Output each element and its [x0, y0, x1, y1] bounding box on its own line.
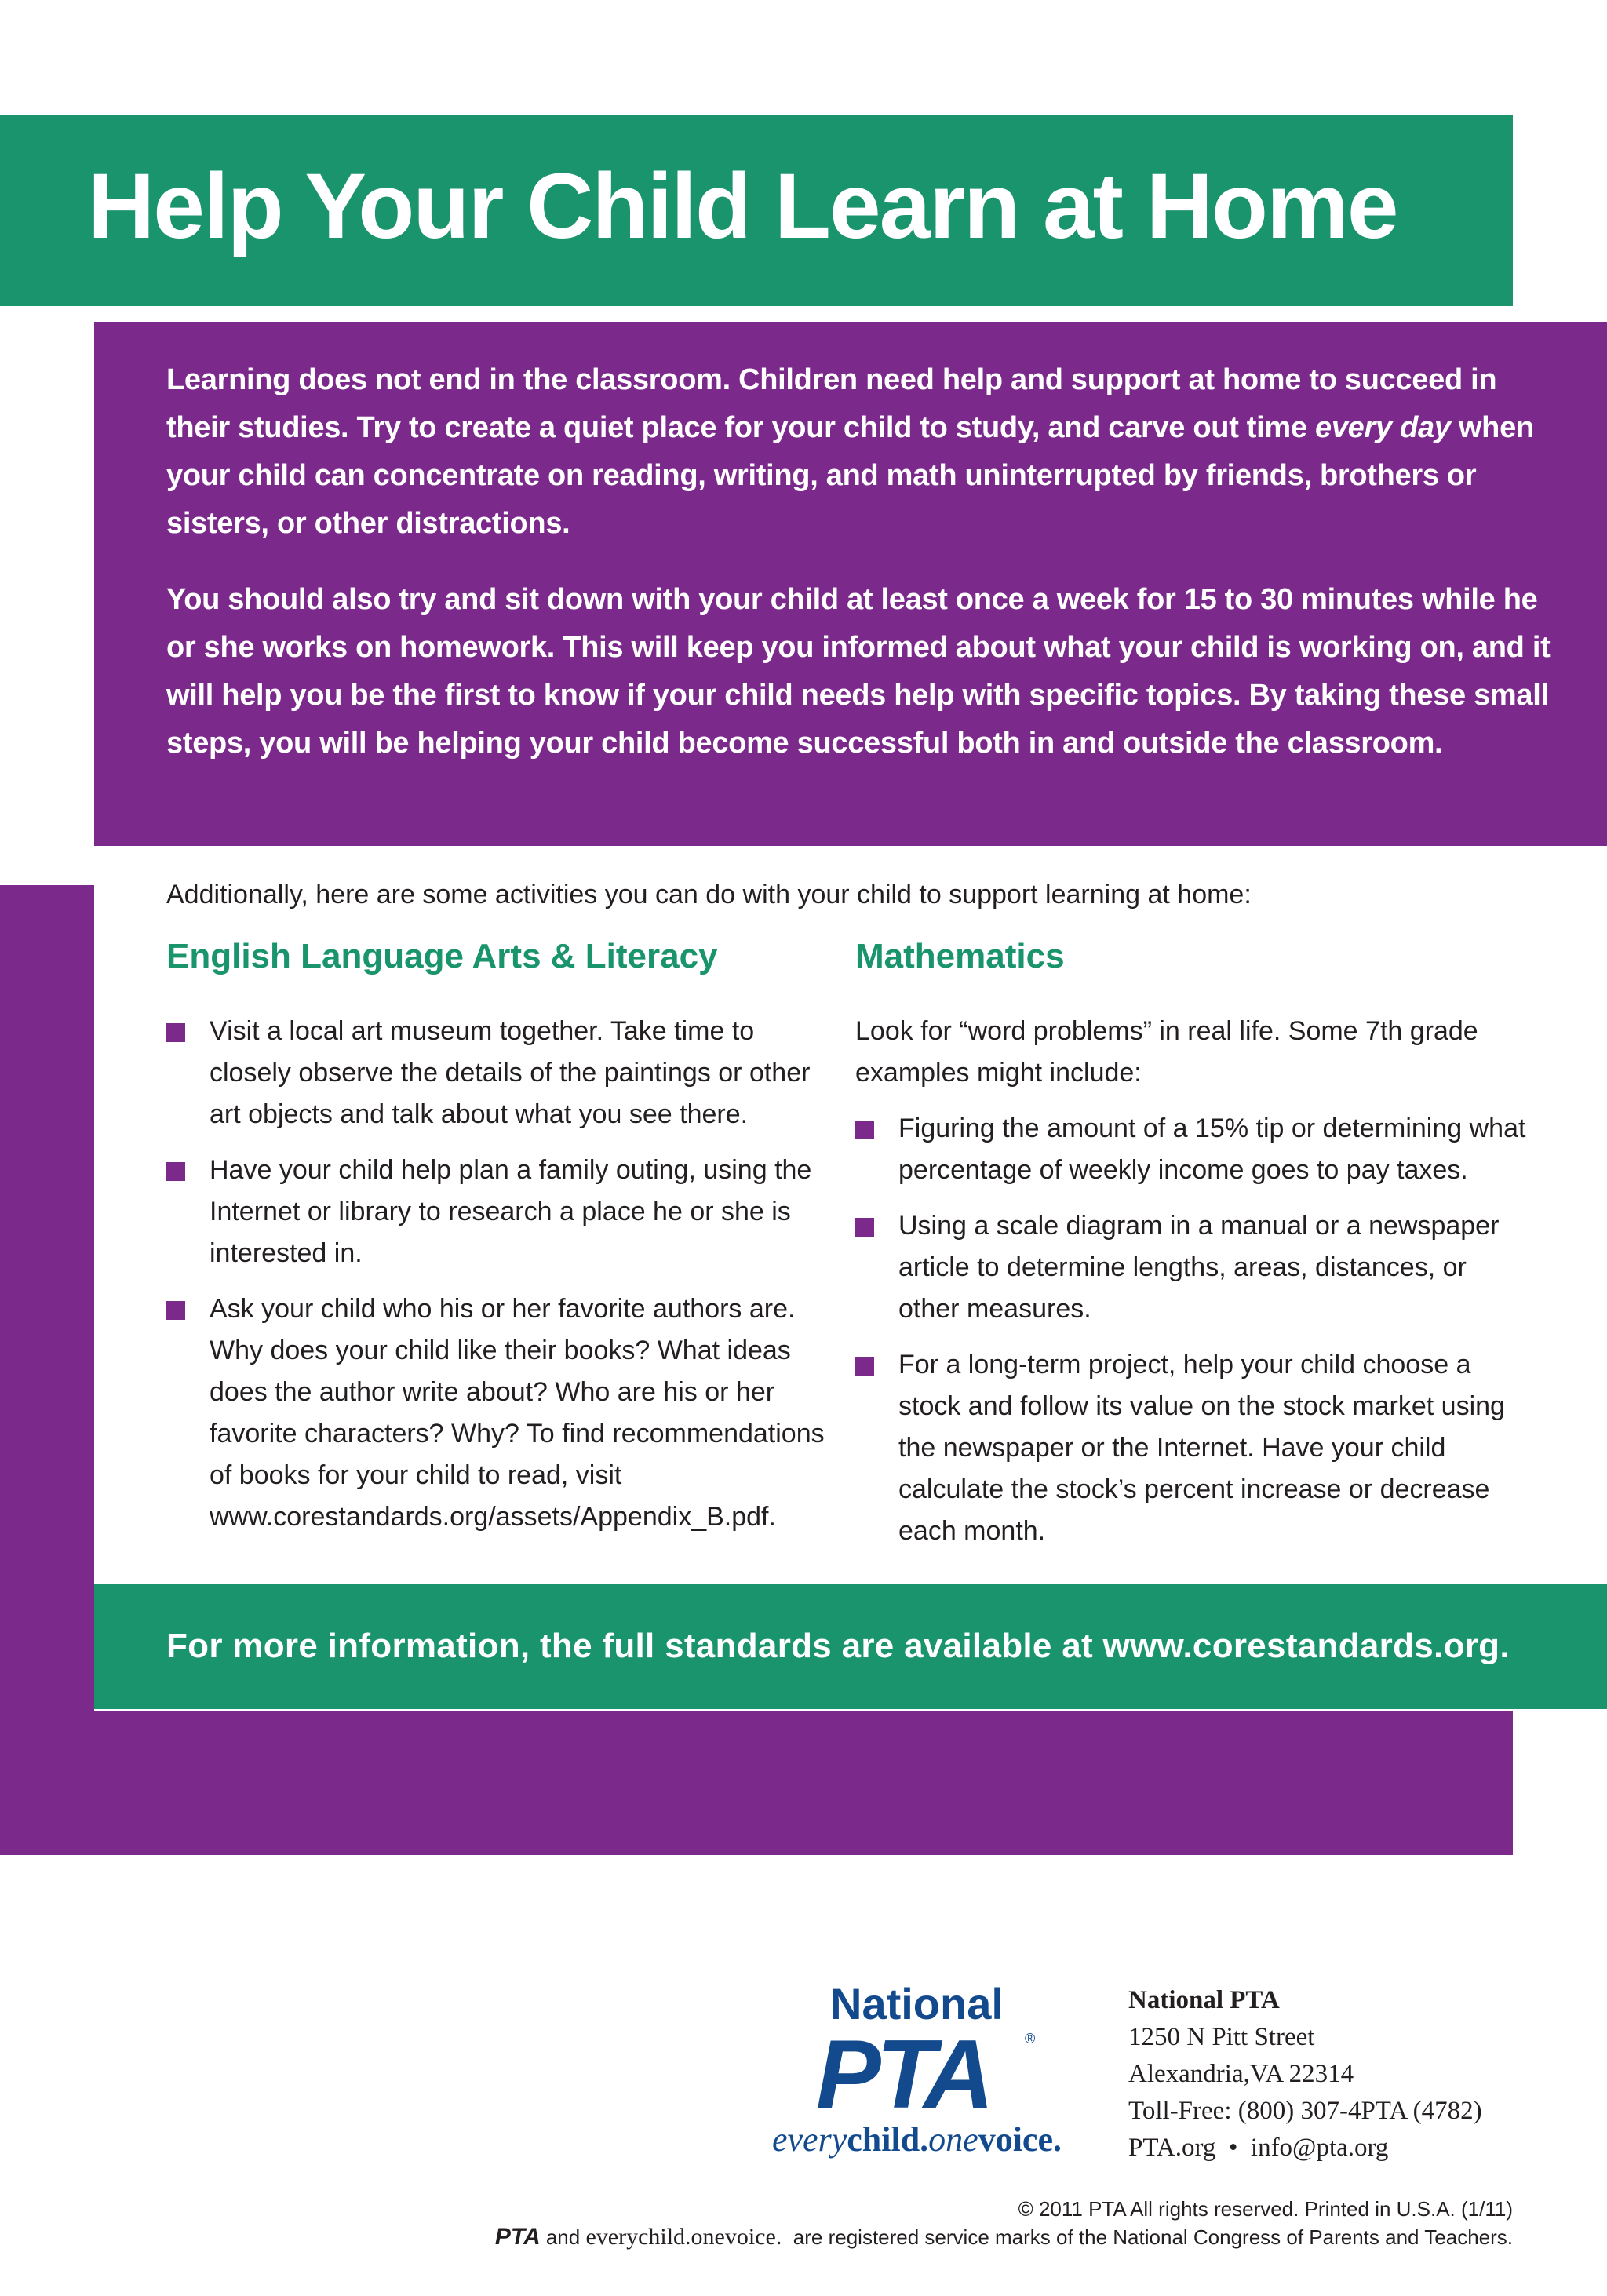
intro-text-part: Learning does not end in the classroom. Children need help and support at home to succeed in their studies. Try to create a quiet place for your child to study, and carve out time	[166, 363, 1497, 444]
tagline-one: one	[928, 2120, 978, 2159]
bullet-square-icon	[166, 1023, 185, 1042]
intro-box	[94, 322, 1607, 846]
intro-text-part: when your child can concentrate on reading, writing, and math uninterrupted by friends, brothers or sisters, or other distractions.	[166, 411, 1534, 540]
registered-mark: ®	[1025, 2031, 1036, 2046]
list-item	[166, 1011, 825, 1135]
left-purple-strip	[0, 885, 94, 1855]
math-intro: Look for “word problems” in real life. Some 7th grade examples might include:	[855, 1016, 1478, 1088]
address-phone: Toll-Free: (800) 307-4PTA (4782)	[1128, 2097, 1482, 2125]
list-item	[855, 1205, 1530, 1330]
bullet-square-icon	[855, 1218, 874, 1237]
tm-pta-logo: PTA	[494, 2224, 541, 2250]
math-heading: Mathematics	[855, 937, 1065, 975]
bullet-square-icon	[855, 1121, 874, 1139]
address-web-email: PTA.org • info@pta.org	[1128, 2134, 1389, 2162]
math-list	[855, 1108, 1530, 1566]
tm-rest: are registered service marks of the National Congress of Parents and Teachers.	[782, 2225, 1513, 2249]
ela-heading: English Language Arts & Literacy	[166, 937, 718, 975]
tagline-child: child.	[847, 2120, 929, 2159]
list-item-text: Visit a local art museum together. Take time to closely observe the details of the paintings or other art objects and talk about what you see there.	[210, 1016, 811, 1129]
info-band	[94, 1584, 1607, 1709]
intro-paragraph-1	[166, 356, 1555, 548]
bottom-purple-band	[94, 1711, 1513, 1855]
pta-logo: PTA	[816, 2021, 989, 2129]
list-item	[855, 1344, 1530, 1552]
list-item	[166, 1150, 825, 1274]
logo-national: National	[830, 1979, 1004, 2028]
address-street: 1250 N Pitt Street	[1128, 2023, 1315, 2051]
list-item	[855, 1108, 1530, 1191]
copyright: © 2011 PTA All rights reserved. Printed in U.S.A. (1/11)	[1018, 2197, 1513, 2221]
tagline-voice: voice.	[978, 2120, 1062, 2159]
bullet-square-icon	[855, 1357, 874, 1376]
tm-and: and	[540, 2225, 586, 2249]
info-text: For more information, the full standards are available at www.corestandards.org.	[166, 1627, 1510, 1665]
logo-tagline	[772, 2120, 1062, 2159]
ela-list	[166, 1011, 825, 1552]
page-title: Help Your Child Learn at Home	[88, 155, 1397, 258]
trademark-line	[495, 2224, 1513, 2250]
address-block	[1128, 1982, 1482, 2167]
list-item-text: Ask your child who his or her favorite authors are. Why does your child like their books? What ideas does the author write about? Who are his or her favorite characters? Why? To find recommendations of books for your child to read, visit www.corestandards.org/assets/Appendix_B.pdf.	[210, 1294, 825, 1532]
list-item-text: Using a scale diagram in a manual or a newspaper article to determine lengths, areas, distances, or other measures.	[898, 1211, 1500, 1324]
bullet-square-icon	[166, 1301, 185, 1320]
address-city: Alexandria,VA 22314	[1128, 2060, 1354, 2088]
intro-emphasis: every day	[1315, 411, 1451, 444]
bullet-square-icon	[166, 1162, 185, 1181]
list-item-text: For a long-term project, help your child choose a stock and follow its value on the stock market using the newspaper or the Internet. Have your child calculate the stock’s percent increase or decrease each month.	[898, 1350, 1505, 1546]
list-item-text: Have your child help plan a family outing, using the Internet or library to research a place he or she is interested in.	[210, 1155, 812, 1268]
list-item-text: Figuring the amount of a 15% tip or determining what percentage of weekly income goes to pay taxes.	[898, 1113, 1526, 1185]
tm-tagline: everychild.onevoice.	[585, 2224, 782, 2250]
activities-intro: Additionally, here are some activities you can do with your child to support learning at home:	[166, 880, 1252, 909]
tagline-every: every	[772, 2120, 847, 2159]
intro-paragraph-2: You should also try and sit down with your child at least once a week for 15 to 30 minutes while he or she works on homework. This will keep you informed about what your child is working on, and it will help you be the first to know if your child needs help with specific topics. By taking these small steps, you will be helping your child become successful both in and outside the classroom.	[166, 583, 1551, 760]
list-item	[166, 1288, 825, 1538]
address-org: National PTA	[1128, 1986, 1280, 2014]
